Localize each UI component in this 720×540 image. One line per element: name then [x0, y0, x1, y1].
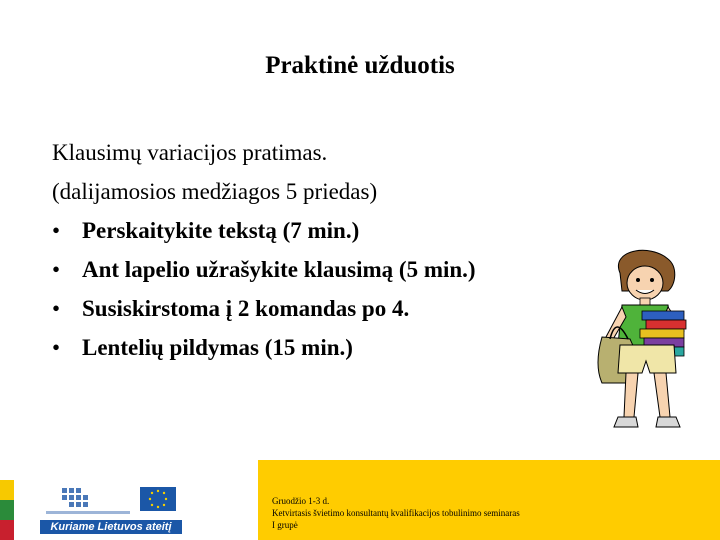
footer-seminar: Ketvirtasis švietimo konsultantų kvalifikacijos tobulinimo seminaras: [272, 508, 520, 518]
bullet-text: Perskaitykite tekstą (7 min.): [82, 218, 360, 243]
footer-text: [272, 495, 520, 531]
bullet-text: Ant lapelio užrašykite klausimą (5 min.): [82, 257, 476, 282]
lithuanian-flag-icon: [0, 480, 14, 540]
slide-body: [52, 133, 612, 367]
eu-funding-logo: [40, 482, 182, 540]
bullet-item-3: [52, 289, 612, 328]
footer-info-panel: [258, 460, 720, 540]
body-line-2: (dalijamosios medžiagos 5 priedas): [52, 179, 378, 204]
footer-group: I grupė: [272, 520, 298, 530]
bullet-item-2: [52, 250, 612, 289]
bullet-text: Lentelių pildymas (15 min.): [82, 335, 353, 360]
bullet-item-1: [52, 211, 612, 250]
slide-footer: [0, 460, 720, 540]
logo-caption: Kuriame Lietuvos ateitį: [40, 520, 182, 534]
eu-funding-logo-graphic: [40, 482, 182, 520]
bullet-icon: •: [52, 257, 61, 282]
bullet-icon: •: [52, 218, 61, 243]
student-carrying-books-illustration: [580, 245, 710, 445]
body-line-1: Klausimų variacijos pratimas.: [52, 140, 328, 165]
slide-title: Praktinė užduotis: [265, 52, 455, 79]
bullet-icon: •: [52, 335, 61, 360]
bullet-icon: •: [52, 296, 61, 321]
bullet-text: Susiskirstoma į 2 komandas po 4.: [82, 296, 410, 321]
footer-date: Gruodžio 1-3 d.: [272, 496, 330, 506]
bullet-item-4: [52, 328, 612, 367]
